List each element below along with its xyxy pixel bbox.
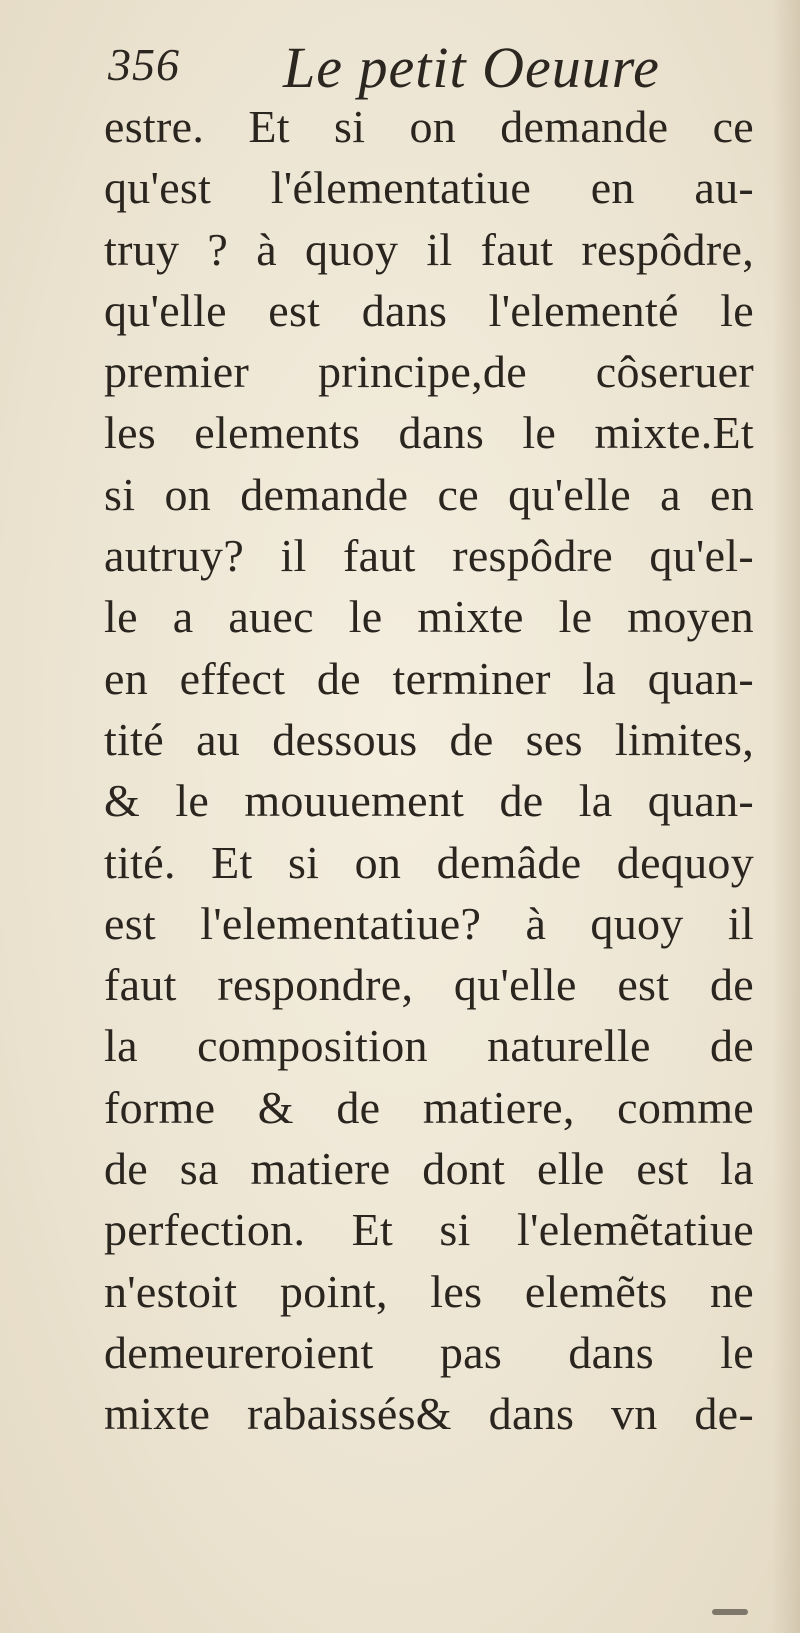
text-line: est l'elementatiue? à quoy il [104, 897, 754, 949]
text-line: demeureroient pas dans le [104, 1326, 754, 1378]
text-line: la composition naturelle de [104, 1020, 754, 1072]
text-line: perfection. Et si l'elemẽtatiue [104, 1204, 754, 1256]
text-line: le a auec le mixte le moyen [104, 591, 754, 643]
text-line: n'estoit point, les elemẽts ne [104, 1265, 754, 1317]
text-line: forme & de matiere, comme [104, 1081, 754, 1133]
text-line: qu'est l'élementatiue en au- [104, 162, 754, 214]
text-line: mixte rabaissés& dans vn de- [104, 1388, 754, 1440]
text-line: de sa matiere dont elle est la [104, 1143, 754, 1195]
text-line: estre. Et si on demande ce [104, 101, 754, 152]
text-line: faut respondre, qu'elle est de [104, 959, 754, 1011]
page-edge-shadow [772, 0, 800, 1633]
text-line: truy ? à quoy il faut respôdre, [104, 223, 754, 275]
text-line: & le mouuement de la quan- [104, 775, 754, 827]
text-line: tité. Et si on demâde dequoy [104, 836, 754, 888]
text-line: en effect de terminer la quan- [104, 652, 754, 704]
text-line: autruy? il faut respôdre qu'el- [104, 530, 754, 582]
ink-mark [712, 1609, 748, 1615]
text-line: si on demande ce qu'elle a en [104, 468, 754, 520]
body-text [104, 96, 754, 1445]
running-head: Le petit Oeuure [283, 35, 660, 100]
text-line: qu'elle est dans l'elementé le [104, 284, 754, 336]
text-line: les elements dans le mixte.Et [104, 407, 754, 459]
text-line: tité au dessous de ses limites, [104, 713, 754, 765]
page-number: 356 [108, 39, 180, 90]
text-line: premier principe,de côseruer [104, 346, 754, 398]
